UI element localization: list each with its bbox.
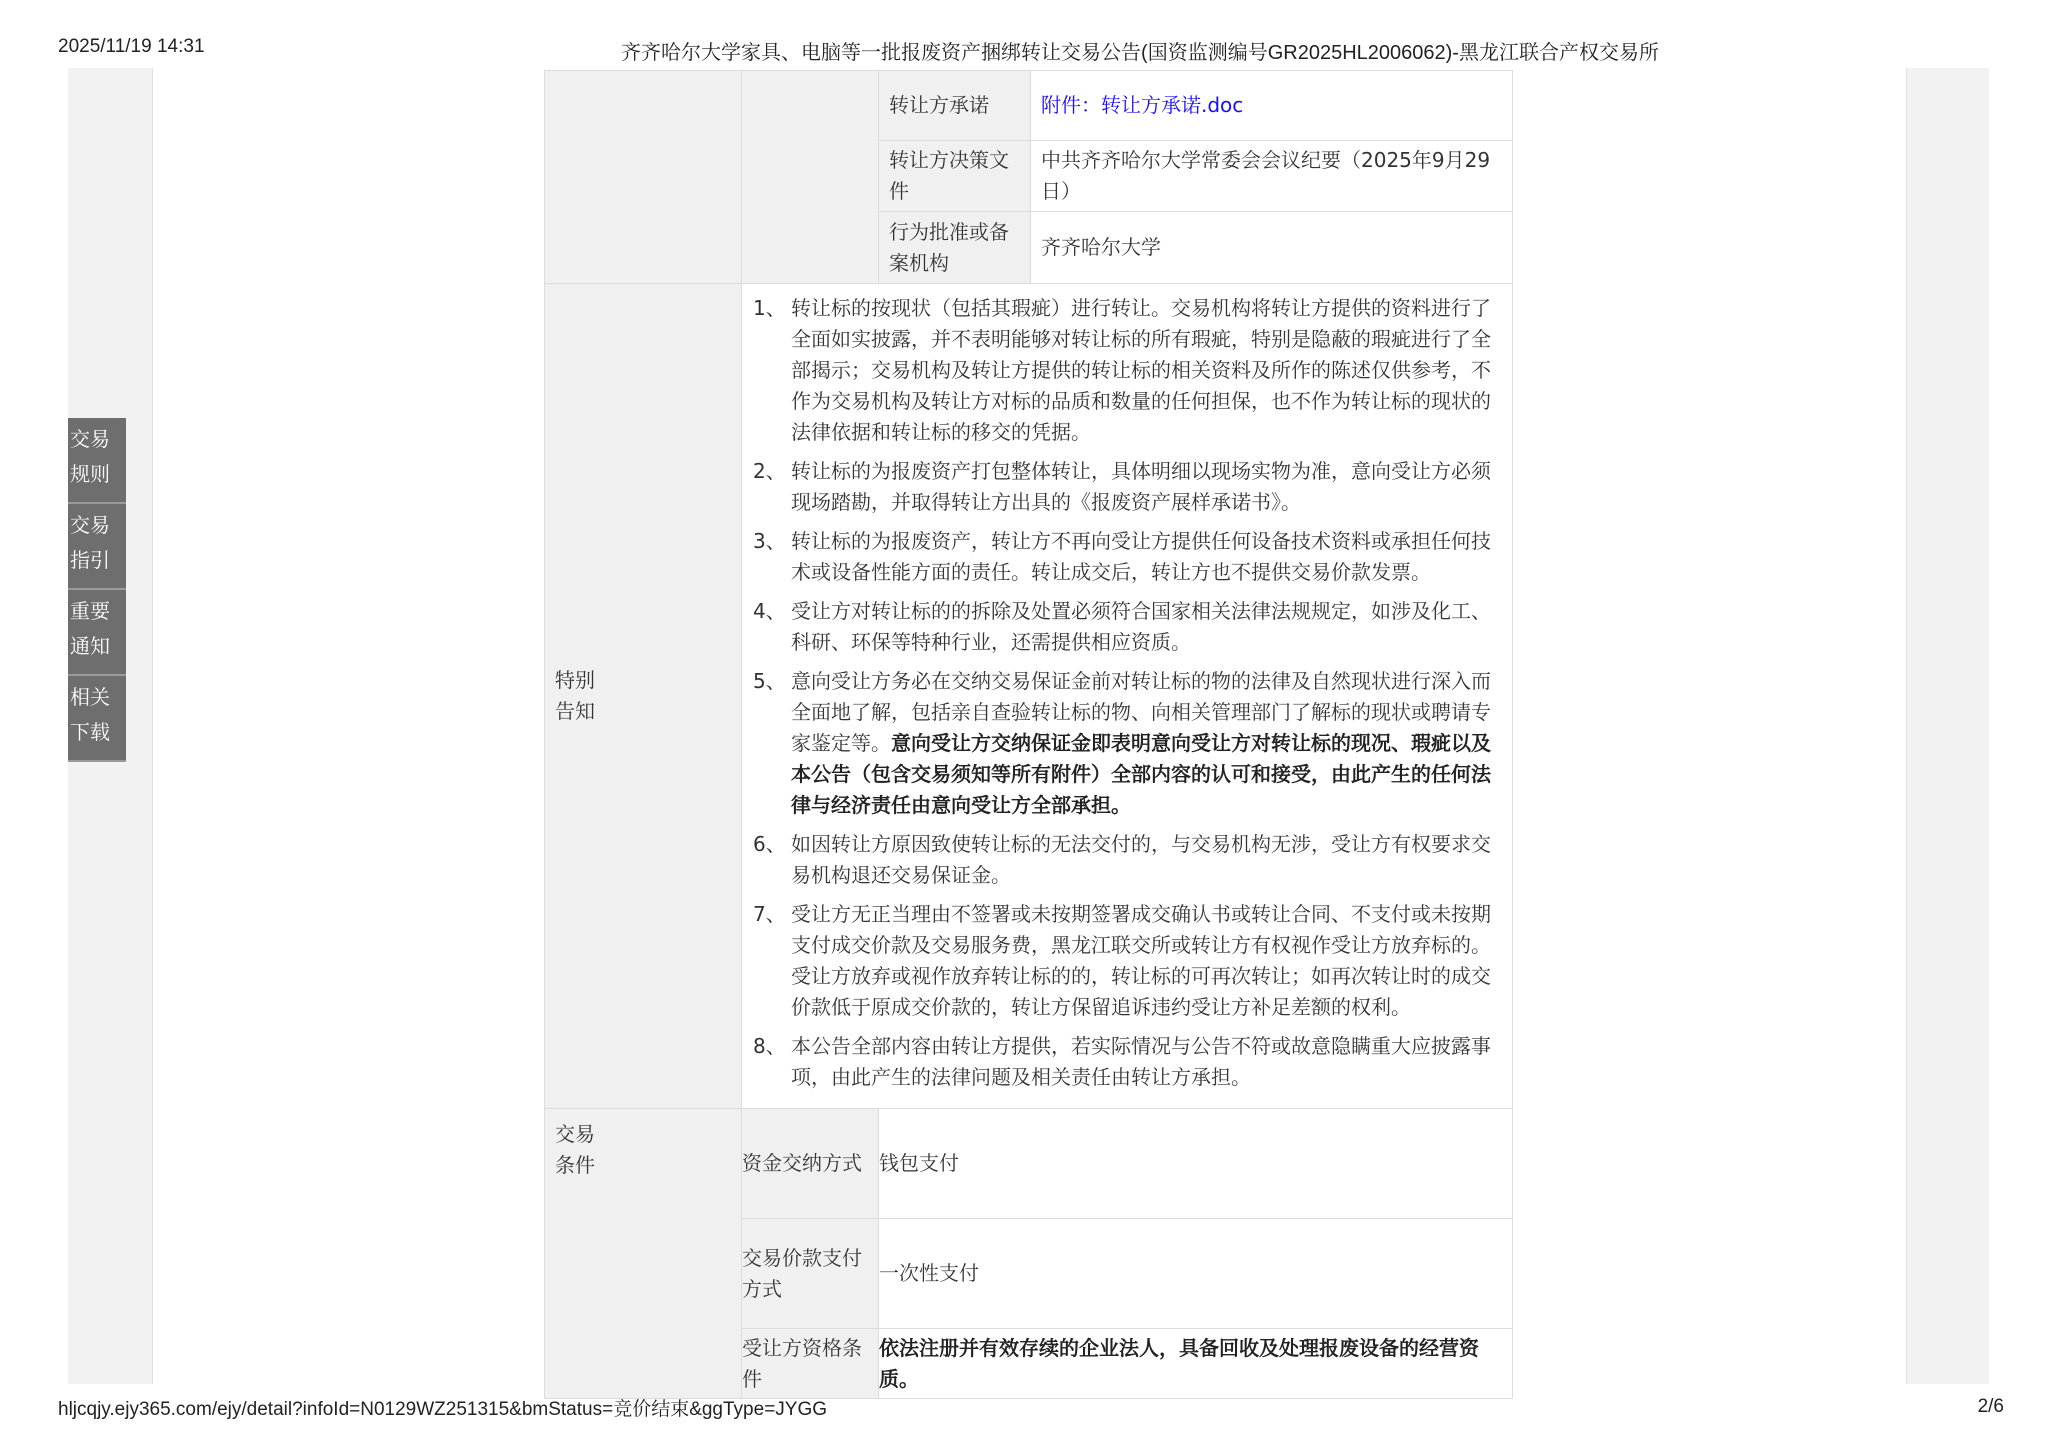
- list-item: 1、 转让标的按现状（包括其瑕疵）进行转让。交易机构将转让方提供的资料进行了全面如实披露，并不表明能够对转让标的所有瑕疵，特别是隐蔽的瑕疵进行了全部揭示；交易机构及转让方提供的转让标的相关资料及所作的陈述仅供参考，不作为交易机构及转让方对标的品质和数量的任何担保，也不作为转让标的现状的法律依据和转让标的移交的凭据。: [753, 296, 1491, 444]
- transferor-commitment-link[interactable]: 转让方承诺.doc: [1101, 93, 1244, 117]
- row-value: 依法注册并有效存续的企业法人，具备回收及处理报废设备的经营资质。: [879, 1329, 1513, 1399]
- row-value: 钱包支付: [879, 1109, 1513, 1219]
- list-item: 6、 如因转让方原因致使转让标的无法交付的，与交易机构无涉，受让方有权要求交易机构退还交易保证金。: [753, 832, 1491, 887]
- row-label: 转让方决策文件: [879, 141, 1031, 212]
- special-notice-content: [742, 284, 1513, 1109]
- side-tab-important-notice[interactable]: [68, 590, 126, 676]
- group-label-cell: [742, 71, 879, 284]
- list-item: 5、 意向受让方务必在交纳交易保证金前对转让标的物的法律及自然现状进行深入而全面地了解，包括亲自查验转让标的物、向相关管理部门了解标的现状或聘请专家鉴定等。意向受让方交纳保证金即表明意向受让方对转让标的现况、瑕疵以及本公告（包含交易须知等所有附件）全部内容的认可和接受，由此产生的任何法律与经济责任由意向受让方全部承担。: [753, 669, 1491, 817]
- right-gutter: [1906, 68, 1989, 1384]
- row-value: [1031, 71, 1513, 141]
- notice-bold-text: 意向受让方交纳保证金即表明意向受让方对转让标的现况、瑕疵以及本公告（包含交易须知等所有附件）全部内容的认可和接受，由此产生的任何法律与经济责任由意向受让方全部承担。: [791, 731, 1491, 817]
- side-tab-label: 交易指引: [70, 513, 110, 572]
- list-item: 8、 本公告全部内容由转让方提供，若实际情况与公告不符或故意隐瞒重大应披露事项，由此产生的法律问题及相关责任由转让方承担。: [753, 1034, 1491, 1089]
- announcement-detail-table: [544, 70, 1513, 1399]
- print-url: hljcqjy.ejy365.com/ejy/detail?infoId=N0129WZ251315&bmStatus=竞价结束&ggType=JYGG: [58, 1399, 828, 1420]
- list-item: 4、 受让方对转让标的的拆除及处置必须符合国家相关法律法规规定，如涉及化工、科研、环保等特种行业，还需提供相应资质。: [753, 599, 1491, 654]
- notice-list: [743, 285, 1511, 1107]
- side-tab-trade-rules[interactable]: [68, 418, 126, 504]
- side-tab-trade-guide[interactable]: [68, 504, 126, 590]
- row-label: 受让方资格条件: [742, 1329, 879, 1399]
- side-tab-label: 相关下载: [70, 685, 110, 744]
- print-datetime: 2025/11/19 14:31: [58, 36, 205, 57]
- row-value: 一次性支付: [879, 1219, 1513, 1329]
- print-page-number: 2/6: [1977, 1396, 2004, 1417]
- row-value: 中共齐齐哈尔大学常委会会议纪要（2025年9月29日）: [1031, 141, 1513, 212]
- row-label: 交易价款支付方式: [742, 1219, 879, 1329]
- trade-conditions-label: 交易条件: [545, 1109, 742, 1399]
- print-page-title: 齐齐哈尔大学家具、电脑等一批报废资产捆绑转让交易公告(国资监测编号GR2025HL2006062)-黑龙江联合产权交易所: [621, 42, 1659, 64]
- side-tab-downloads[interactable]: [68, 676, 126, 762]
- list-item: 3、 转让标的为报废资产，转让方不再向受让方提供任何设备技术资料或承担任何技术或设备性能方面的责任。转让成交后，转让方也不提供交易价款发票。: [753, 529, 1491, 584]
- side-tab-label: 交易规则: [70, 427, 110, 486]
- trade-condition-row: [545, 1109, 1513, 1219]
- attachment-prefix: 附件：: [1041, 93, 1101, 117]
- list-item: 2、 转让标的为报废资产打包整体转让，具体明细以现场实物为准，意向受让方必须现场踏勘，并取得转让方出具的《报废资产展样承诺书》。: [753, 459, 1491, 514]
- special-notice-row: [545, 284, 1513, 1109]
- row-label: 行为批准或备案机构: [879, 212, 1031, 284]
- table-row: [545, 71, 1513, 141]
- special-notice-label: 特别告知: [545, 284, 742, 1109]
- row-label: 资金交纳方式: [742, 1109, 879, 1219]
- side-tab-label: 重要通知: [70, 599, 110, 658]
- list-item: 7、 受让方无正当理由不签署或未按期签署成交确认书或转让合同、不支付或未按期支付成交价款及交易服务费，黑龙江联交所或转让方有权视作受让方放弃标的。受让方放弃或视作放弃转让标的的，转让标的可再次转让；如再次转让时的成交价款低于原成交价款的，转让方保留追诉违约受让方补足差额的权利。: [753, 902, 1491, 1019]
- row-label: 转让方承诺: [879, 71, 1031, 141]
- row-value: 齐齐哈尔大学: [1031, 212, 1513, 284]
- section-label-cell: [545, 71, 742, 284]
- side-tab-rail: [68, 418, 126, 762]
